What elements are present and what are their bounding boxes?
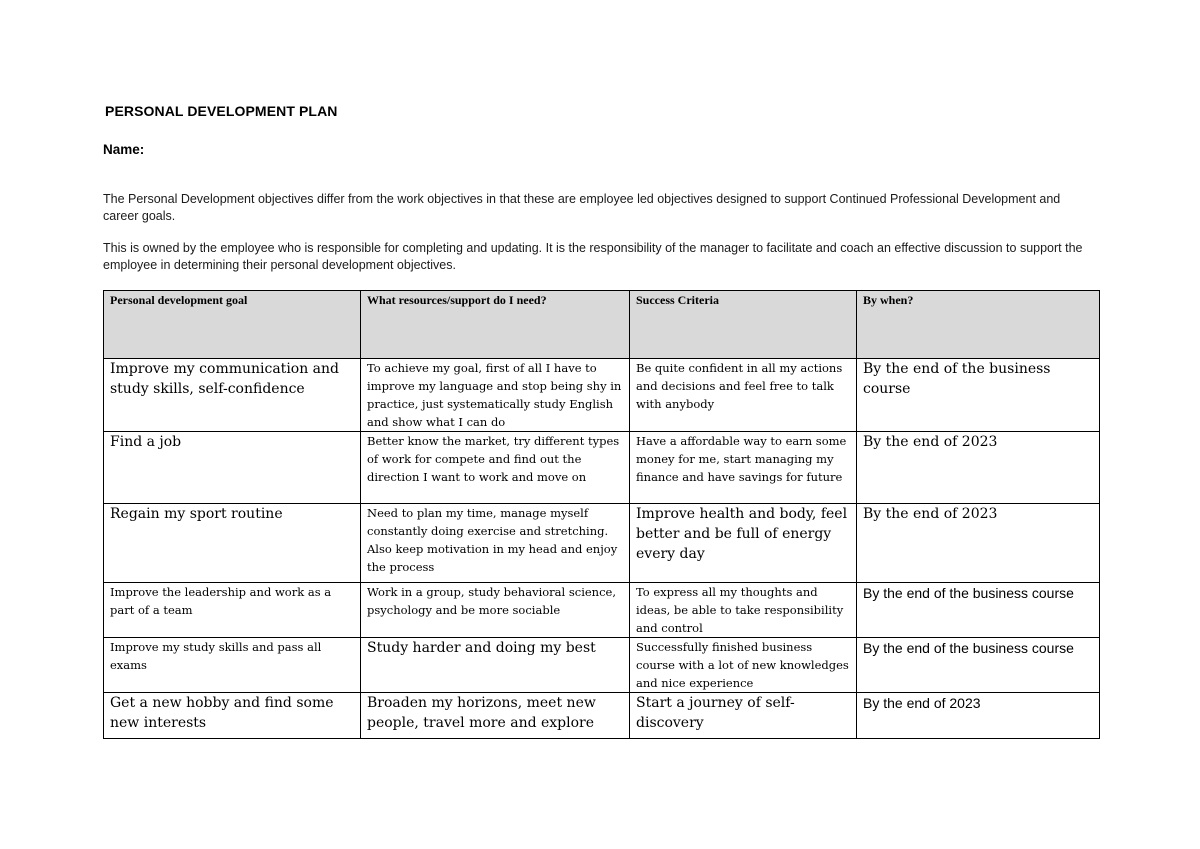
criteria-cell: Improve health and body, feel better and be full of energy every day [630,504,857,583]
criteria-cell: Successfully finished business course with a lot of new knowledges and nice experience [630,638,857,693]
when-cell: By the end of the business course [857,359,1100,432]
when-cell: By the end of the business course [857,583,1100,638]
goal-cell: Get a new hobby and find some new interests [104,693,361,739]
when-cell: By the end of 2023 [857,504,1100,583]
criteria-cell: Have a affordable way to earn some money for me, start managing my finance and have savings for future [630,432,857,504]
goal-cell: Find a job [104,432,361,504]
intro-paragraph-2: This is owned by the employee who is responsible for completing and updating. It is the responsibility of the manager to facilitate and coach an effective discussion to support the employee in determining their personal development objectives. [103,241,1083,272]
development-plan-table [103,290,1100,739]
criteria-cell: Be quite confident in all my actions and decisions and feel free to talk with anybody [630,359,857,432]
header-by-when: By when? [857,291,1100,359]
table-row [104,432,1100,504]
page-title: PERSONAL DEVELOPMENT PLAN [105,103,338,119]
header-success-criteria: Success Criteria [630,291,857,359]
header-goal: Personal development goal [104,291,361,359]
table-row [104,504,1100,583]
goal-cell: Improve my communication and study skills, self-confidence [104,359,361,432]
resources-cell: Need to plan my time, manage myself constantly doing exercise and stretching. Also keep motivation in my head and enjoy the process [361,504,630,583]
resources-cell: Broaden my horizons, meet new people, travel more and explore [361,693,630,739]
table-row [104,359,1100,432]
table-row [104,693,1100,739]
intro-paragraph-1: The Personal Development objectives differ from the work objectives in that these are employee led objectives designed to support Continued Professional Development and career goals. [103,192,1061,223]
resources-cell: To achieve my goal, first of all I have to improve my language and stop being shy in practice, just systematically study English and show what I can do [361,359,630,432]
header-resources: What resources/support do I need? [361,291,630,359]
criteria-cell: Start a journey of self-discovery [630,693,857,739]
resources-cell: Study harder and doing my best [361,638,630,693]
name-label: Name: [103,142,145,157]
resources-cell: Work in a group, study behavioral science, psychology and be more sociable [361,583,630,638]
goal-cell: Regain my sport routine [104,504,361,583]
table-row [104,638,1100,693]
criteria-cell: To express all my thoughts and ideas, be able to take responsibility and control [630,583,857,638]
goal-cell: Improve my study skills and pass all exams [104,638,361,693]
table-header-row [104,291,1100,359]
when-cell: By the end of 2023 [857,432,1100,504]
when-cell: By the end of the business course [857,638,1100,693]
resources-cell: Better know the market, try different types of work for compete and find out the direction I want to work and move on [361,432,630,504]
table-row [104,583,1100,638]
goal-cell: Improve the leadership and work as a part of a team [104,583,361,638]
when-cell: By the end of 2023 [857,693,1100,739]
